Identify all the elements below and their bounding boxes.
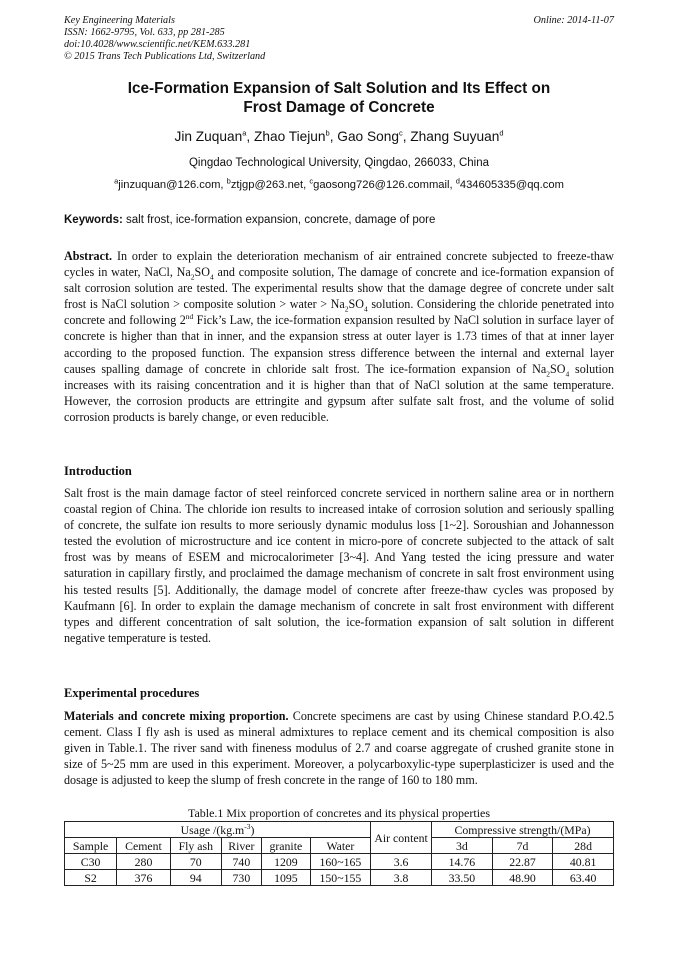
column-header: Cement [117,838,171,854]
usage-header [65,822,371,838]
strength-header: Compressive strength/(MPa) [432,822,614,838]
abstract-text: In order to explain the deterioration mechanism of air entrained concrete subjected to freeze-thaw cycles in water, NaCl, Na [64,249,614,280]
email-mark: d [455,176,460,186]
introduction-heading: Introduction [64,464,132,478]
table-cell: 1209 [262,854,311,870]
experimental-heading: Experimental procedures [64,686,200,700]
abstract-text: SO [550,361,566,376]
author-separator: , [402,129,411,144]
author-separator: , [329,129,338,144]
table-caption: Table.1 Mix proportion of concretes and its physical properties [187,806,491,820]
table-cell: 150~155 [310,870,370,886]
subscript: 4 [565,369,570,379]
abstract-text: SO [348,297,364,312]
author-mark: a [242,128,247,138]
online-date: Online: 2014-11-07 [533,15,614,26]
abstract-text: and composite solution, The damage of concrete and ice-formation expansion of salt corrosion solution are tested. The experimental results show that the damage degree of concrete under salt frost is NaCl solution > composite solution > water > Na [64,265,614,312]
abstract-label: Abstract. [64,249,113,263]
table-cell: 3.6 [371,854,432,870]
subscript: 2 [344,304,349,314]
email-list [64,176,614,191]
table-cell: 3.8 [371,870,432,886]
author-mark: d [499,128,504,138]
author-separator: , [246,129,254,144]
materials-paragraph [64,708,614,788]
keywords [64,214,614,226]
author-mark: c [398,128,403,138]
table-cell: 730 [221,870,261,886]
author-name: Zhao Tiejun [253,129,326,144]
abstract [64,248,614,425]
author-list [64,129,614,144]
table-cell: 40.81 [553,854,614,870]
age-header: 28d [553,838,614,854]
table-subheader-row [65,838,614,854]
table-cell: C30 [65,854,117,870]
keywords-text: salt frost, ice-formation expansion, concrete, damage of pore [122,214,436,226]
subscript: 2 [190,272,195,282]
keywords-label: Keywords: [64,214,123,226]
materials-text: Concrete specimens are cast by using Chinese standard P.O.42.5 cement. Class I fly ash is used as mineral admixtures to replace cement and its chemical composition is also given in Table.1. The river sand with fineness modulus of 2.7 and coarse aggregate of crushed granite stone in size of 5~25 mm are used in this experiment. Moreover, a polycarboxylic-type superplasticizer is used and the dosage is adjusted to keep the slump of fresh concrete in the range of 160 to 180 mm. [64,709,614,788]
affiliation: Qingdao Technological University, Qingdao, 266033, China [188,157,490,169]
author-mark: b [325,128,330,138]
table-cell: 740 [221,854,261,870]
table-cell: 280 [117,854,171,870]
age-header: 3d [432,838,493,854]
paper-title [64,80,614,117]
materials-label: Materials and concrete mixing proportion. [64,709,289,723]
abstract-text: SO [194,265,210,280]
table-row [65,854,614,870]
journal-name: Key Engineering Materials [64,15,175,26]
superscript: nd [185,312,194,322]
table-cell: 48.90 [492,870,553,886]
abstract-text: Fick’s Law, the ice-formation expansion resulted by NaCl solution in surface layer of concrete is higher than that in inner, and the expansion stress at outer layer is 1.73 times of that at inner layer according to the proposed function. The expansion stress difference between the internal and external layer causes spalling damage of concrete in chloride salt frost. The ice-formation expansion of Na [64,313,614,376]
email-mark: c [309,176,314,186]
journal-header [64,15,265,63]
age-header: 7d [492,838,553,854]
doi-line: doi:10.4028/www.scientific.net/KEM.633.281 [64,39,251,50]
email-address: 434605335@qq.com [459,179,564,191]
author-name: Jin Zuquan [174,129,243,144]
mix-proportion-table [64,821,614,886]
title-line-1: Ice-Formation Expansion of Salt Solution and Its Effect on [127,80,551,97]
table-cell: 160~165 [310,854,370,870]
air-content-header: Air content [371,822,432,854]
usage-header-text: Usage /(kg.m [180,822,245,837]
column-header: Sample [65,838,117,854]
table-cell: 94 [170,870,221,886]
author-name: Gao Song [337,129,399,144]
usage-unit-exponent: -3 [244,821,251,831]
table-cell: 14.76 [432,854,493,870]
column-header: granite [262,838,311,854]
subscript: 4 [364,304,368,314]
table-cell: 33.50 [432,870,493,886]
table-cell: 22.87 [492,854,553,870]
email-address: jinzuquan@126.com, [118,179,227,191]
subscript: 2 [546,369,551,379]
copyright-line: © 2015 Trans Tech Publications Ltd, Switzerland [64,51,266,62]
column-header: River [221,838,261,854]
table-row [65,870,614,886]
table-cell: 376 [117,870,171,886]
table-cell: S2 [65,870,117,886]
table-cell: 70 [170,854,221,870]
email-address: gaosong726@126.commail, [313,179,456,191]
introduction-text: Salt frost is the main damage factor of steel reinforced concrete serviced in northern saline area or in northern coastal region of China. The chloride ion results to increased intake of corrosion solution and seriously spalling of concrete, the sulfate ion results to more seriously dynamic modulus loss [1~2]. Soroushian and Johannesson tested the evolution of microstructure and ice content in micro-pore of concrete subjected to the attack of salt frost was by means of ESEM and microcalorimeter [3~4]. And Yang tested the icing pressure and water saturation in capillary firstly, and proclaimed the damage mechanism of concrete in salt frost environment using his tested results [5]. Additionally, the damage model of concrete after freeze-thaw cycles was proposed by Kaufmann [6]. In order to explain the damage mechanism of concrete in salt frost environment with different types and different concentration of salt solution, the ice-formation expansion of salt solution in different negative temperature is tested. [64,486,614,645]
subscript: 4 [209,272,214,282]
table-cell: 1095 [262,870,311,886]
abstract-text: solution. Considering the chloride penetrated into concrete and following 2 [64,297,614,328]
email-mark: a [114,176,119,186]
usage-header-tail: ) [250,822,255,837]
author-name: Zhang Suyuan [410,129,500,144]
abstract-text: solution increases with its raising concentration and it is higher than that of NaCl solution at the same temperature. However, the corrosion products are ettringite and gypsum after sulfate salt frost, and the volume of solid corrosion products is barely change, or even reducible. [64,361,615,424]
title-line-2: Frost Damage of Concrete [243,98,435,116]
column-header: Water [310,838,370,854]
email-address: ztjgp@263.net, [230,179,310,191]
column-header: Fly ash [170,838,221,854]
email-mark: b [226,176,231,186]
issn-line: ISSN: 1662-9795, Vol. 633, pp 281-285 [64,27,225,38]
table-cell: 63.40 [553,870,614,886]
